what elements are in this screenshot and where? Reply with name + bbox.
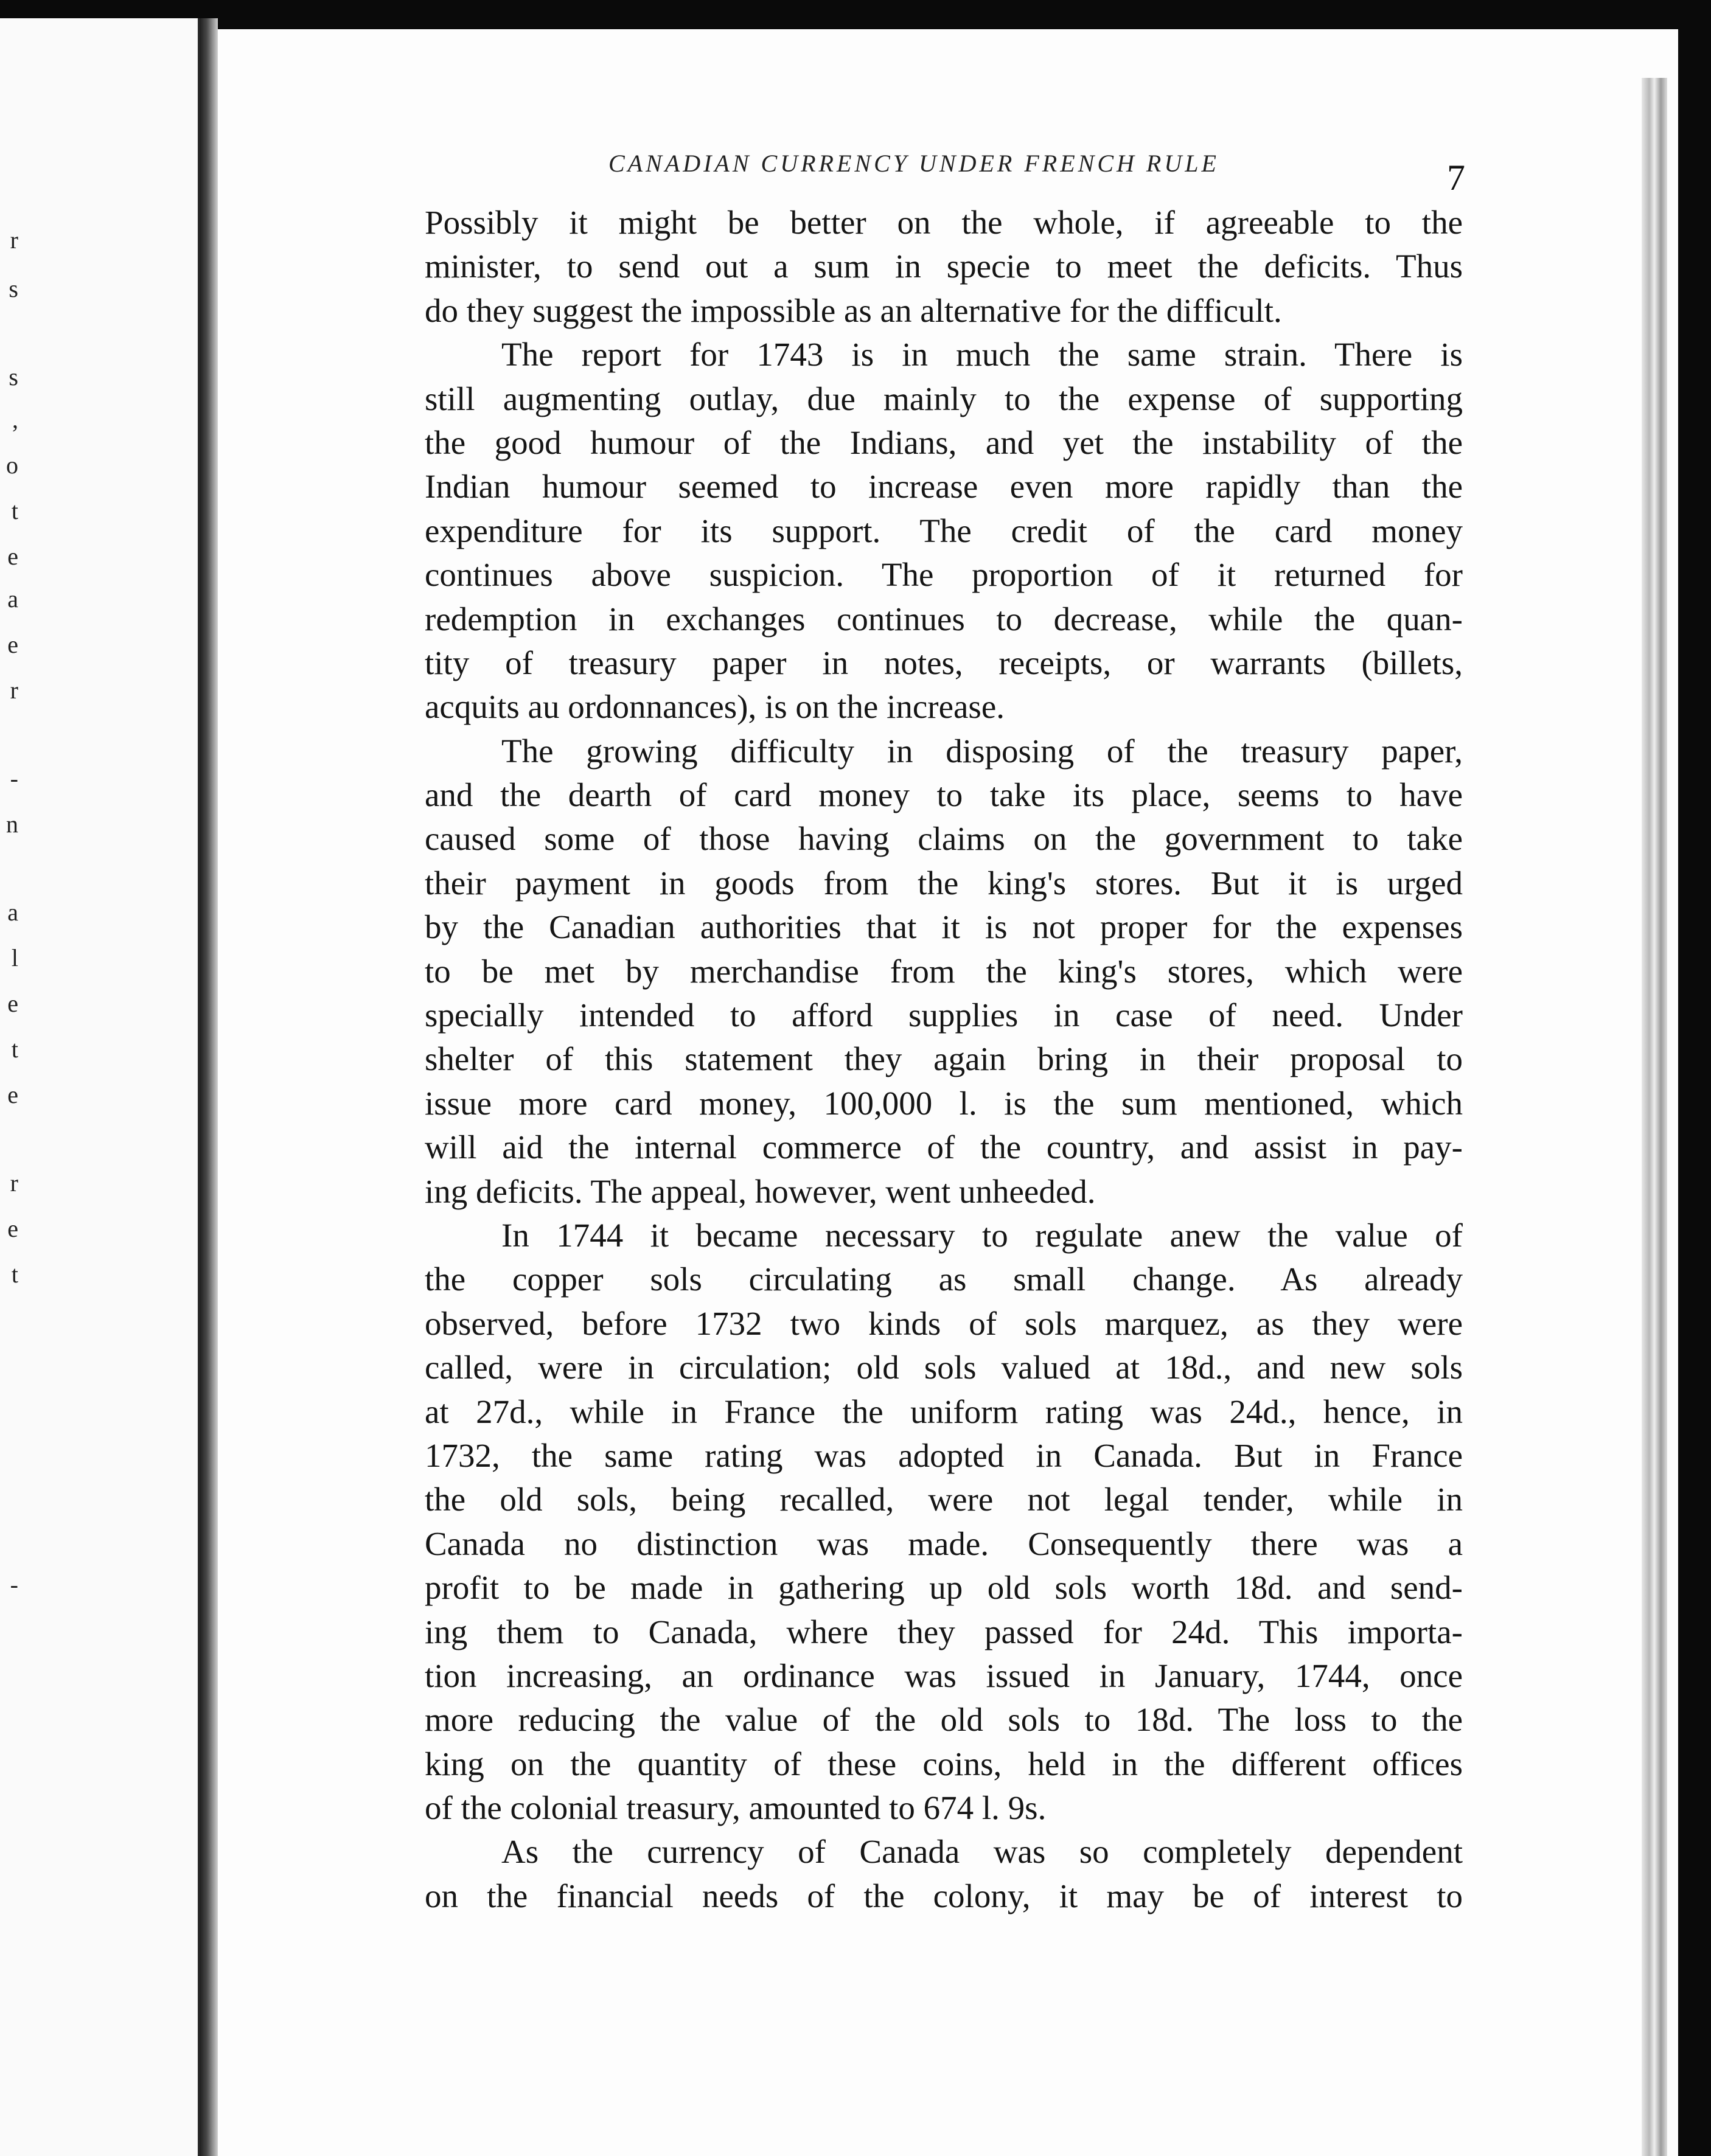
text-line: the good humour of the Indians, and yet the instability of the — [425, 423, 1463, 461]
text-line: still augmenting outlay, due mainly to the expense of supporting — [425, 380, 1463, 417]
text-line: ing them to Canada, where they passed for 24d. This importa- — [425, 1613, 1463, 1650]
paragraph-start-line: The growing difficulty in disposing of the treasury paper, — [501, 732, 1463, 770]
text-line: called, were in circulation; old sols valued at 18d., and new sols — [425, 1349, 1463, 1386]
text-line: do they suggest the impossible as an alternative for the difficult. — [425, 291, 1282, 329]
text-line: minister, to send out a sum in specie to meet the deficits. Thus — [425, 248, 1463, 285]
running-head: CANADIAN CURRENCY UNDER FRENCH RULE — [608, 150, 1219, 177]
bleed-through-char: e — [7, 1081, 18, 1108]
text-line: continues above suspicion. The proportion of it returned for — [425, 556, 1463, 594]
bleed-through-char: - — [10, 765, 18, 792]
text-line: the old sols, being recalled, were not legal tender, while in — [425, 1481, 1463, 1518]
bleed-through-char: s — [9, 363, 18, 391]
bleed-through-char: a — [7, 585, 18, 613]
text-line: on the financial needs of the colony, it may be of interest to — [425, 1877, 1463, 1914]
paragraph-start-line: In 1744 it became necessary to regulate anew the value of — [501, 1216, 1463, 1254]
bleed-through-char: t — [11, 1035, 18, 1063]
text-line: of the colonial treasury, amounted to 674 l. 9s. — [425, 1789, 1047, 1827]
text-line: Possibly it might be better on the whole, if agreeable to the — [425, 204, 1463, 241]
bleed-through-char: r — [10, 1169, 18, 1197]
bleed-through-char: - — [10, 1571, 18, 1598]
text-line: Indian humour seemed to increase even more rapidly than the — [425, 468, 1463, 506]
bleed-through-char: e — [7, 990, 18, 1017]
body-text — [425, 201, 1463, 1918]
text-line: to be met by merchandise from the king's stores, which were — [425, 952, 1463, 990]
bleed-through-char: n — [6, 810, 18, 838]
bleed-through-char: l — [11, 944, 18, 972]
text-line: and the dearth of card money to take its place, seems to have — [425, 776, 1463, 814]
text-line: will aid the internal commerce of the country, and assist in pay- — [425, 1128, 1463, 1166]
text-line: expenditure for its support. The credit of the card money — [425, 512, 1463, 549]
text-line: tity of treasury paper in notes, receipts, or warrants (billets, — [425, 644, 1463, 681]
paragraph-start-line: As the currency of Canada was so completely dependent — [501, 1833, 1463, 1871]
page-number: 7 — [1447, 158, 1465, 198]
bleed-through-char: e — [7, 1215, 18, 1242]
book-gutter-shadow — [200, 18, 218, 2156]
bleed-through-char: o — [6, 451, 18, 479]
left-page-margin — [0, 18, 200, 2156]
text-line: caused some of those having claims on the government to take — [425, 820, 1463, 858]
bleed-through-char: , — [12, 406, 18, 433]
text-line: by the Canadian authorities that it is not proper for the expenses — [425, 908, 1463, 946]
text-line: the copper sols circulating as small change. As already — [425, 1261, 1463, 1298]
text-line: more reducing the value of the old sols to 18d. The loss to the — [425, 1701, 1463, 1739]
text-line: their payment in goods from the king's stores. But it is urged — [425, 864, 1463, 902]
text-line: king on the quantity of these coins, held in the different offices — [425, 1745, 1463, 1782]
bleed-through-char: s — [9, 275, 18, 302]
bleed-through-char: e — [7, 543, 18, 570]
text-line: tion increasing, an ordinance was issued in January, 1744, once — [425, 1657, 1463, 1694]
paragraph-start-line: The report for 1743 is in much the same strain. There is — [501, 336, 1463, 374]
text-line: 1732, the same rating was adopted in Canada. But in France — [425, 1436, 1463, 1474]
text-line: observed, before 1732 two kinds of sols marquez, as they were — [425, 1304, 1463, 1342]
bleed-through-char: r — [10, 676, 18, 704]
bleed-through-char: t — [11, 1261, 18, 1288]
page-edge-stack — [1642, 78, 1667, 2156]
text-line: redemption in exchanges continues to decrease, while the quan- — [425, 600, 1463, 638]
text-line: at 27d., while in France the uniform rating was 24d., hence, in — [425, 1393, 1463, 1430]
bleed-through-char: e — [7, 631, 18, 658]
bleed-through-char: a — [7, 899, 18, 926]
bleed-through-char: r — [10, 226, 18, 254]
text-line: ing deficits. The appeal, however, went unheeded. — [425, 1172, 1096, 1210]
text-line: Canada no distinction was made. Consequently there was a — [425, 1525, 1463, 1562]
text-line: issue more card money, 100,000 l. is the sum mentioned, which — [425, 1084, 1463, 1122]
text-line: acquits au ordonnances), is on the increase. — [425, 688, 1005, 726]
text-line: shelter of this statement they again bring in their proposal to — [425, 1040, 1463, 1078]
text-line: specially intended to afford supplies in case of need. Under — [425, 996, 1463, 1034]
bleed-through-char: t — [11, 497, 18, 524]
text-line: profit to be made in gathering up old sols worth 18d. and send- — [425, 1569, 1463, 1607]
